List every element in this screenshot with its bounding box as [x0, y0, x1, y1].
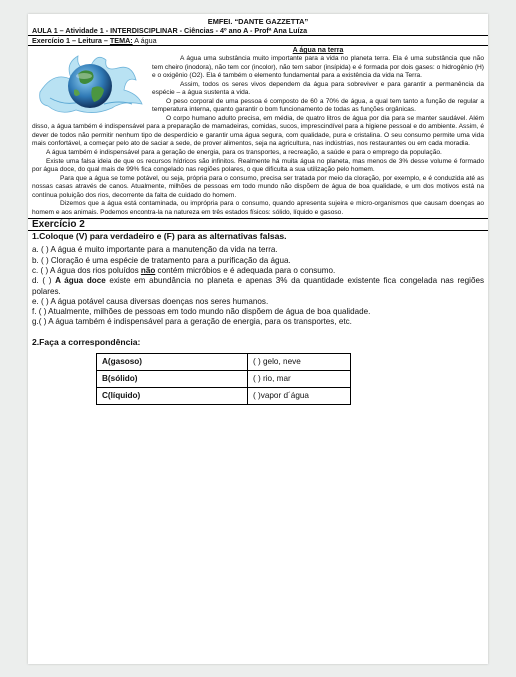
item-text-end: existe em abundância no planeta e apenas 3% da quantidade existente fica congelada nas regiões polares. — [32, 276, 484, 296]
paragraph: O corpo humano adulto precisa, em média, de quatro litros de água por dia para se manter saudável. Além disso, a água também é indispensável para a preparação de mamadeiras, comidas, sucos, imprescindível para a higiene pessoal e do ambiente. Assim, é dever de todos não permitir nenhum tipo de desperdício e garantir uma água segura, com qualidade, pura e cristalina. O seu consumo permite uma vida mais confortável, a começar pelo ato de saciar a sede, de prover alimentos, seja na agricultura, nas indústrias, nos restaurantes ou em cada moradia. — [32, 114, 484, 148]
paragraph: Dizemos que a água está contaminada, ou imprópria para o consumo, quando apresenta sujeira e micro-organismos que causam doenças ao homem e aos animais. Podemos encontra-la na natureza em três estados físicos: sólido, líquido e gasoso. — [32, 200, 484, 216]
paragraph: A água também é indispensável para a geração de energia, para os transportes, a recreação, a saúde e para o emprego da população. — [46, 149, 442, 157]
table-row — [97, 387, 351, 404]
worksheet-page — [28, 14, 488, 664]
question-1-prompt: 1.Coloque (V) para verdadeiro e (F) para as alternativas falsas. — [28, 230, 488, 242]
exercise-1-label: Exercício 1 – Leitura – — [32, 36, 110, 45]
matching-table — [96, 353, 351, 405]
table-row — [97, 370, 351, 387]
exercise-1-tema: TEMA: — [109, 36, 133, 45]
paragraph: Existe uma falsa ideia de que os recursos hídricos são infinitos. Realmente há muita água no planeta, mas menos de 3% desse volume é formado por água doce, do qual mais de 99% fica congelado nas regiões polares, o que dificulta a sua utilização pelo homem. — [32, 157, 484, 174]
paragraph: A água uma substância muito importante para a vida no planeta terra. Ela é uma substância que não tem cheiro (inodora), não tem cor (incolor), não tem sabor (insípida) e é formada por dois gases: o hidrogênio (H) e o oxigênio (O2). Ela é também o elemento fundamental para a existência da vida na Terra. — [152, 55, 484, 80]
exercise-1-heading — [28, 36, 488, 46]
school-name: EMFEI. “DANTE GAZZETTA” — [207, 17, 309, 26]
paragraph: Para que a água se tome potável, ou seja, própria para o consumo, precisa ser tratada por meio da cloração, por exemplo, e é conduzida até as nossas casas através de canos. Atualmente, milhões de pessoas em todo mundo não dispõem de água de boa qualidade, e um dos motivos está na contínua poluição dos rios, decorrente da falta de cuidado do homem. — [32, 174, 484, 199]
globe-water-illustration — [34, 46, 146, 120]
answer-cell: ( ) rio, mar — [248, 370, 351, 387]
answer-cell: ( ) gelo, neve — [248, 353, 351, 370]
true-false-item — [32, 266, 484, 276]
paragraph: O peso corporal de uma pessoa é composto de 60 a 70% de água, a qual tem tanto a função de regular a temperatura interna, quanto garantir o bom funcionamento de todas as funções orgânicas. — [152, 97, 484, 114]
item-emphasis: não — [140, 265, 156, 275]
true-false-item: g.( ) A água também é indispensável para a geração de energia, para os transportes, etc. — [32, 317, 352, 327]
reading-title: A água na terra — [292, 47, 344, 54]
exercise-1-topic: A água — [132, 36, 157, 45]
class-info: AULA 1 – Atividade 1 - INTERDISCIPLINAR - Ciências - 4º ano A - Profª Ana Luíza — [28, 26, 488, 36]
answer-cell: ( )vapor d´água — [248, 387, 351, 404]
item-emphasis: A água doce — [55, 276, 106, 286]
true-false-list — [28, 245, 488, 327]
table-row — [97, 353, 351, 370]
question-2-prompt: 2.Faça a correspondência: — [32, 336, 141, 347]
state-cell: B(sólido) — [97, 370, 248, 387]
exercise-2-heading: Exercício 2 — [28, 218, 488, 230]
true-false-item: f. ( ) Atualmente, milhões de pessoas em todo mundo não dispõem de água de boa qualidade. — [32, 307, 371, 317]
item-text-end: contém micróbios e é adequada para o consumo. — [155, 265, 336, 275]
item-text-start: c. ( ) A água dos rios poluídos — [32, 265, 141, 275]
true-false-item — [32, 276, 484, 297]
true-false-item: e. ( ) A água potável causa diversas doenças nos seres humanos. — [32, 296, 269, 306]
item-text-start: d. ( ) — [32, 276, 56, 286]
state-cell: A(gasoso) — [97, 353, 248, 370]
true-false-item: a. ( ) A água é muito importante para a manutenção da vida na terra. — [32, 245, 278, 255]
state-cell: C(líquido) — [97, 387, 248, 404]
true-false-item: b. ( ) Cloração é uma espécie de tratamento para a purificação da água. — [32, 255, 291, 265]
reading-text — [28, 46, 488, 217]
paragraph: Assim, todos os seres vivos dependem da água para sobreviver e para garantir a permanência da espécie – a água sustenta a vida. — [152, 80, 484, 97]
